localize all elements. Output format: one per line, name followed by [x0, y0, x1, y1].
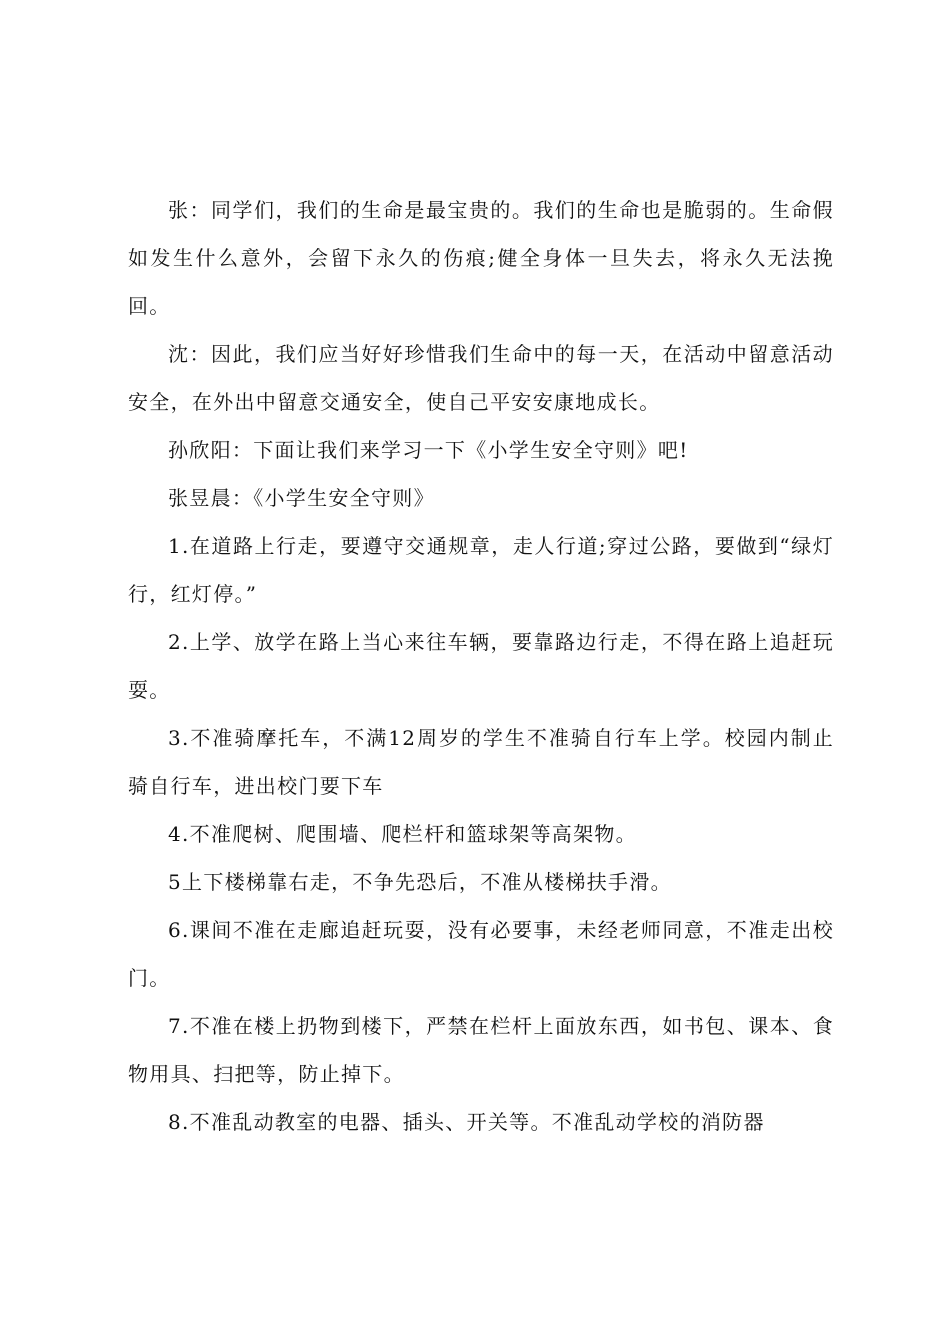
- rule-4: 4.不准爬树、爬围墙、爬栏杆和篮球架等高架物。: [168, 822, 637, 846]
- rule-1: 1.在道路上行走，要遵守交通规章，走人行道;穿过公路，要做到“绿灯行，红灯停。”: [128, 534, 834, 606]
- rule-2: 2.上学、放学在路上当心来往车辆，要靠路边行走，不得在路上追赶玩耍。: [128, 630, 834, 702]
- paragraph-zhang-yuchen: 张昱晨：《小学生安全守则》: [168, 486, 435, 510]
- paragraph-sun-xinyang: 孙欣阳：下面让我们来学习一下《小学生安全守则》吧!: [168, 438, 689, 462]
- rule-6: 6.课间不准在走廊追赶玩耍，没有必要事，未经老师同意，不准走出校门。: [128, 918, 834, 990]
- rule-7: 7.不准在楼上扔物到楼下，严禁在栏杆上面放东西，如书包、课本、食物用具、扫把等，防止掉下。: [128, 1014, 834, 1086]
- rule-8: 8.不准乱动教室的电器、插头、开关等。不准乱动学校的消防器: [168, 1110, 765, 1134]
- document-body: [128, 186, 834, 1146]
- rule-3: 3.不准骑摩托车，不满12周岁的学生不准骑自行车上学。校园内制止骑自行车，进出校门要下车: [128, 726, 834, 798]
- paragraph-shen: 沈：因此，我们应当好好珍惜我们生命中的每一天，在活动中留意活动安全，在外出中留意交通安全，使自己平安安康地成长。: [128, 342, 834, 414]
- rule-5: 5上下楼梯靠右走，不争先恐后，不准从楼梯扶手滑。: [168, 870, 672, 894]
- paragraph-zhang-intro: 张：同学们，我们的生命是最宝贵的。我们的生命也是脆弱的。生命假如发生什么意外，会留下永久的伤痕;健全身体一旦失去，将永久无法挽回。: [128, 198, 834, 318]
